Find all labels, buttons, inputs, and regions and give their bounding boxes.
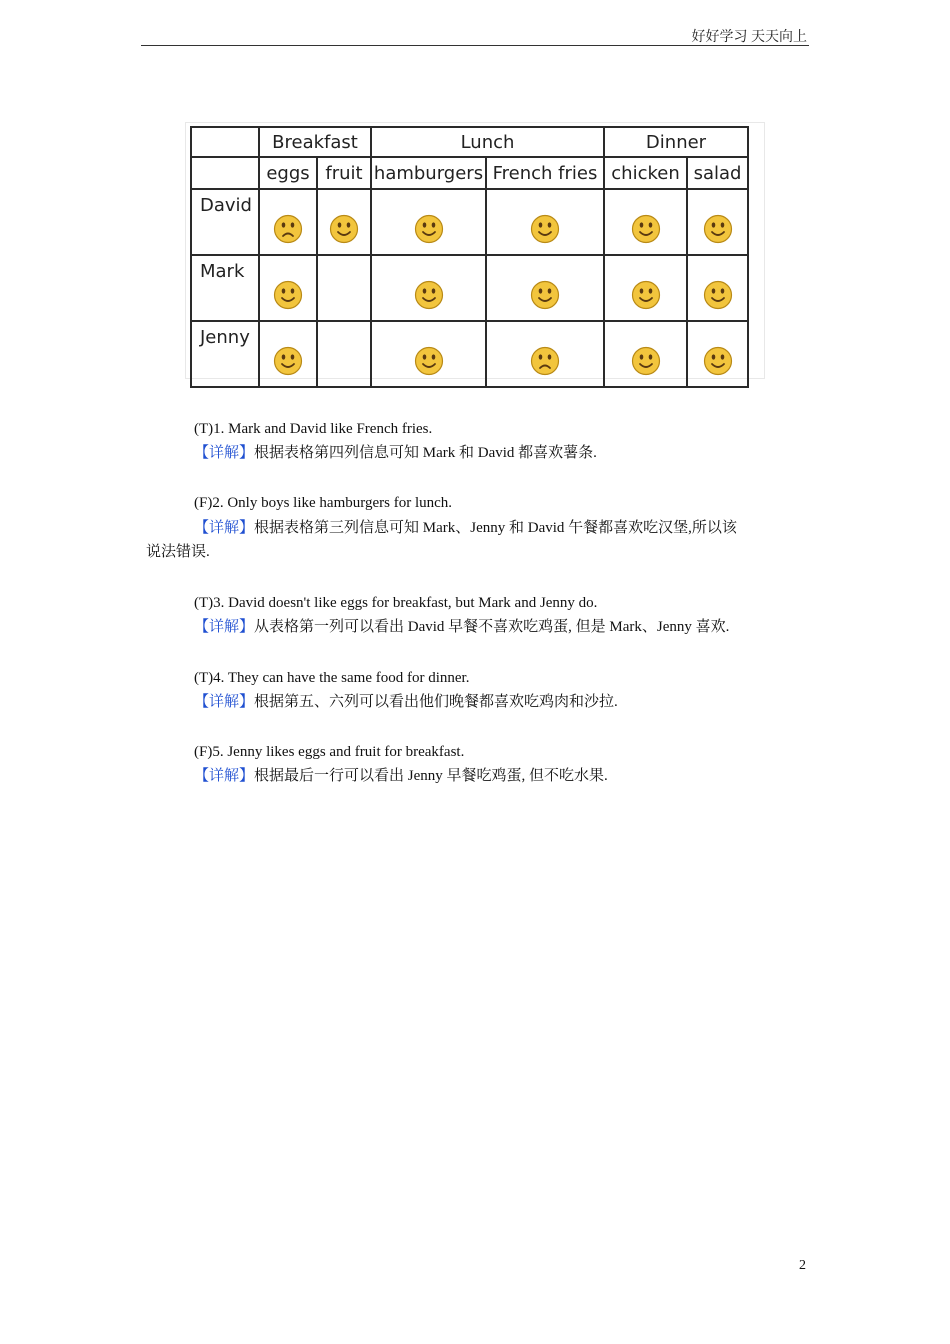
explanation-text: 根据表格第四列信息可知 Mark 和 David 都喜欢薯条.: [254, 445, 597, 461]
smiley-face-icon: [273, 343, 303, 364]
group-header-breakfast: Breakfast: [259, 127, 371, 157]
explanation-text: 根据最后一行可以看出 Jenny 早餐吃鸡蛋, 但不吃水果.: [254, 768, 608, 784]
row-name-cell: Mark: [191, 255, 259, 321]
table-row: [191, 189, 748, 255]
header-slogan: 好好学习 天天向上: [691, 30, 807, 45]
preference-table: [190, 126, 749, 388]
explanation-2: [194, 516, 737, 540]
face-cell: [687, 255, 748, 321]
explanation-1: [194, 441, 597, 465]
face-cell: [604, 255, 687, 321]
column-header-eggs: eggs: [259, 157, 317, 189]
explanation-5: [194, 764, 608, 788]
group-header-dinner: Dinner: [604, 127, 748, 157]
explanation-tag: 【详解】: [194, 768, 255, 784]
face-cell: [604, 189, 687, 255]
smiley-face-icon: [414, 277, 444, 298]
smiley-face-icon: [414, 211, 444, 232]
face-cell: [259, 189, 317, 255]
header-rule: [141, 45, 809, 46]
table-row: [191, 255, 748, 321]
face-cell: [259, 255, 317, 321]
smiley-face-icon: [530, 211, 560, 232]
sad-face-icon: [273, 211, 303, 232]
explanation-tag: 【详解】: [194, 445, 255, 461]
table-column-header-row: [191, 157, 748, 189]
smiley-face-icon: [273, 277, 303, 298]
table-corner-cell: [191, 157, 259, 189]
preference-table-image: [186, 123, 764, 378]
face-cell: [317, 321, 371, 387]
row-name-cell: Jenny: [191, 321, 259, 387]
question-3: (T)3. David doesn't like eggs for breakfast, but Mark and Jenny do.: [194, 595, 598, 611]
smiley-face-icon: [631, 211, 661, 232]
question-1: (T)1. Mark and David like French fries.: [194, 421, 433, 437]
explanation-tag: 【详解】: [194, 520, 255, 536]
smiley-face-icon: [414, 343, 444, 364]
question-5: (F)5. Jenny likes eggs and fruit for breakfast.: [194, 744, 465, 760]
question-4: (T)4. They can have the same food for dinner.: [194, 670, 470, 686]
face-cell: [486, 321, 604, 387]
column-header-salad: salad: [687, 157, 748, 189]
smiley-face-icon: [703, 211, 733, 232]
face-cell: [687, 189, 748, 255]
face-cell: [371, 321, 486, 387]
row-name-cell: David: [191, 189, 259, 255]
column-header-fruit: fruit: [317, 157, 371, 189]
smiley-face-icon: [329, 211, 359, 232]
face-cell: [687, 321, 748, 387]
smiley-face-icon: [631, 277, 661, 298]
explanation-text: 根据表格第三列信息可知 Mark、Jenny 和 David 午餐都喜欢吃汉堡,所以该: [254, 520, 737, 536]
face-cell: [317, 189, 371, 255]
column-header-chicken: chicken: [604, 157, 687, 189]
explanation-text: 从表格第一列可以看出 David 早餐不喜欢吃鸡蛋, 但是 Mark、Jenny 喜欢.: [254, 619, 730, 635]
explanation-2-continuation: 说法错误.: [146, 544, 210, 560]
smiley-face-icon: [530, 277, 560, 298]
column-header-hamburgers: hamburgers: [371, 157, 486, 189]
group-header-lunch: Lunch: [371, 127, 604, 157]
face-cell: [486, 255, 604, 321]
table-row: [191, 321, 748, 387]
smiley-face-icon: [703, 277, 733, 298]
face-cell: [371, 255, 486, 321]
column-header-french-fries: French fries: [486, 157, 604, 189]
smiley-face-icon: [631, 343, 661, 364]
table-corner-cell: [191, 127, 259, 157]
face-cell: [259, 321, 317, 387]
sad-face-icon: [530, 343, 560, 364]
explanation-text: 根据第五、六列可以看出他们晚餐都喜欢吃鸡肉和沙拉.: [254, 694, 618, 710]
explanation-4: [194, 690, 618, 714]
smiley-face-icon: [703, 343, 733, 364]
table-group-header-row: [191, 127, 748, 157]
explanation-3: [194, 615, 729, 639]
face-cell: [486, 189, 604, 255]
face-cell: [371, 189, 486, 255]
question-2: (F)2. Only boys like hamburgers for lunch.: [194, 495, 453, 511]
explanation-tag: 【详解】: [194, 694, 255, 710]
page-number: 2: [799, 1258, 806, 1273]
face-cell: [317, 255, 371, 321]
face-cell: [604, 321, 687, 387]
explanation-tag: 【详解】: [194, 619, 255, 635]
